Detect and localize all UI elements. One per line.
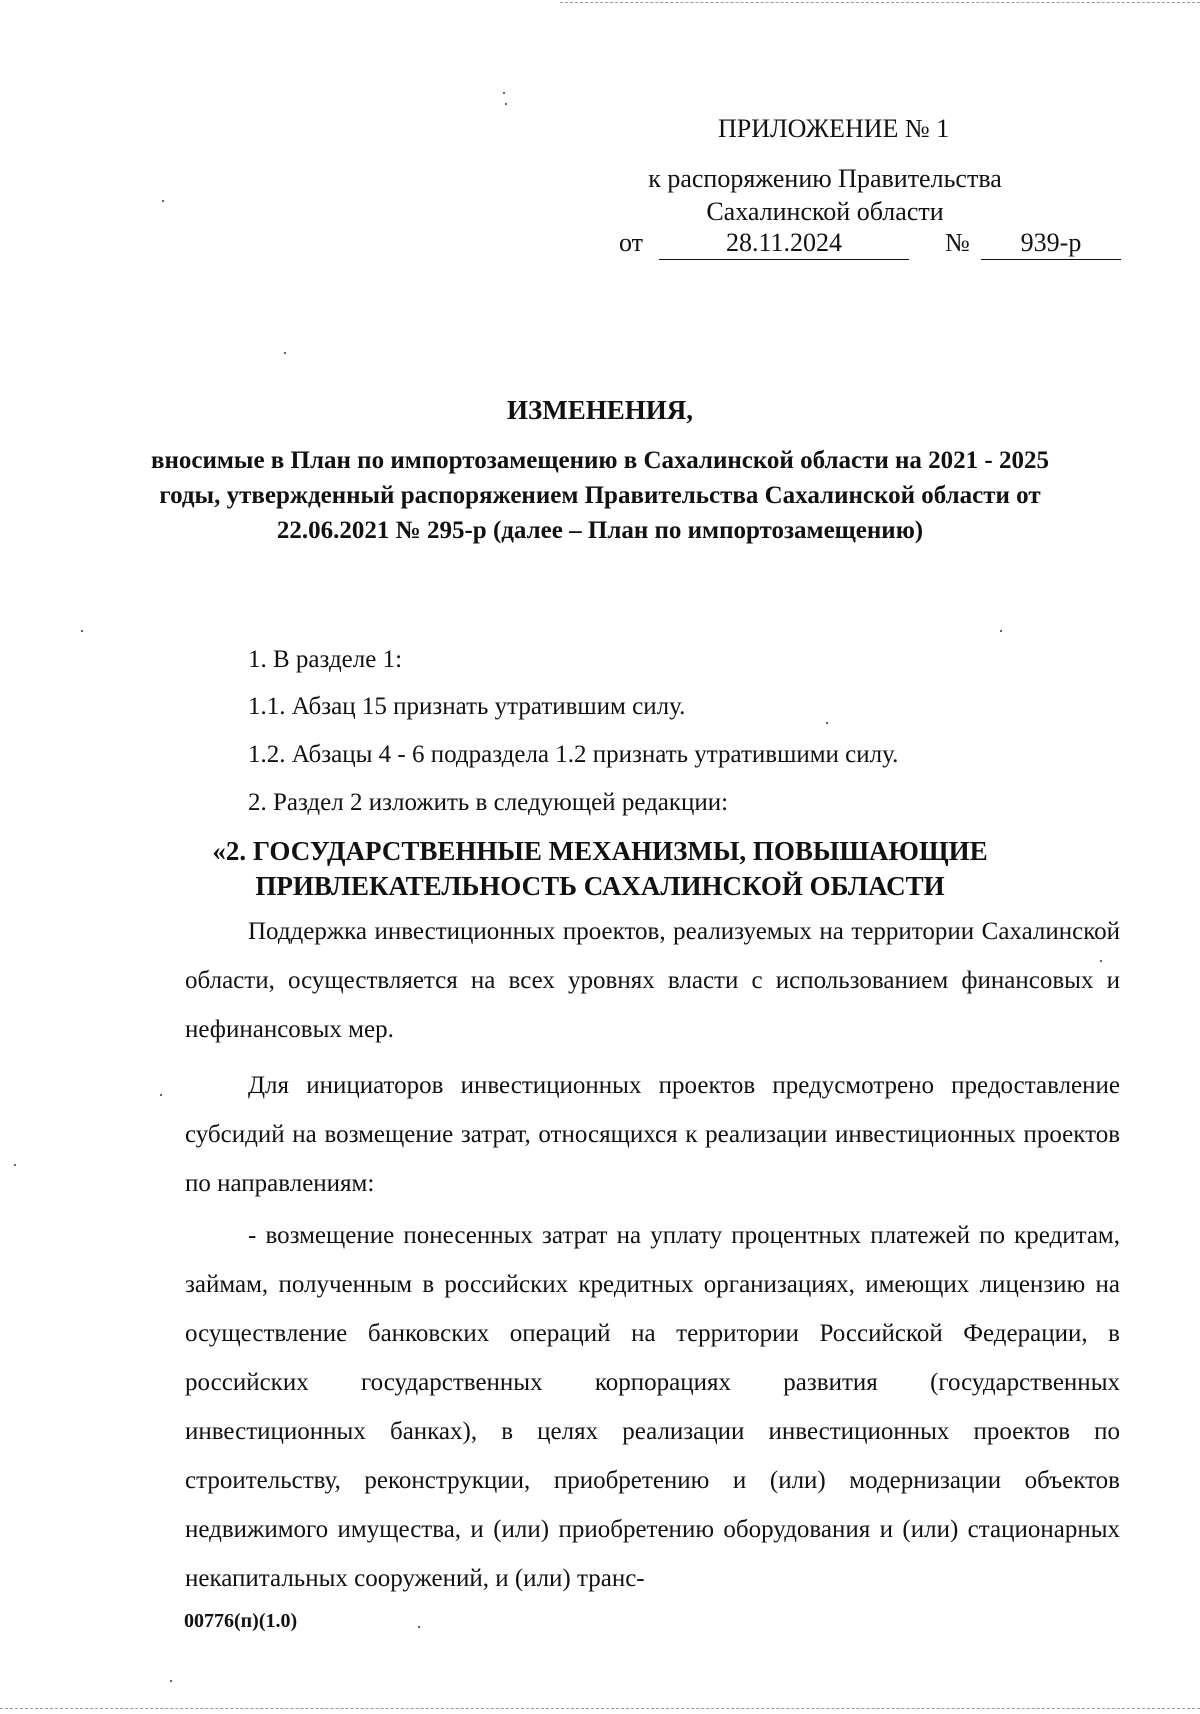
body-paragraph: - возмещение понесенных затрат на уплату процентных платежей по кредитам, займам, полученным в российских кредитных организациях, имеющих лицензию на осуществление банковских операций на территории Российской Федерации, в российских государственных корпорациях развития (государственных инвестиционных банках), в целях реализации инвестиционных проектов по строительству, реконструкции, приобретению и (или) модернизации объектов недвижимого имущества, и (или) приобретению оборудования и (или) стационарных некапитальных сооружений, и (или) транс- bbox=[185, 1222, 1120, 1592]
section-heading: «2. ГОСУДАРСТВЕННЫЕ МЕХАНИЗМЫ, ПОВЫШАЮЩИЕ ПРИВЛЕКАТЕЛЬНОСТЬ САХАЛИНСКОЙ ОБЛАСТИ bbox=[212, 836, 988, 901]
appendix-reference-line-1: к распоряжению Правительства bbox=[648, 164, 1002, 193]
appendix-date-number-row bbox=[619, 228, 1134, 264]
scan-speck bbox=[81, 630, 83, 632]
list-item: 1.2. Абзацы 4 - 6 подраздела 1.2 признать утратившими силу. bbox=[248, 741, 899, 768]
scan-speck bbox=[14, 1164, 16, 1166]
scan-speck bbox=[1100, 960, 1102, 962]
list-item: 1.1. Абзац 15 признать утратившим силу. bbox=[248, 693, 686, 720]
list-item: 1. В разделе 1: bbox=[248, 646, 403, 673]
scan-speck bbox=[418, 1626, 420, 1628]
date-prefix: от bbox=[619, 228, 644, 257]
scan-speck bbox=[503, 92, 505, 94]
document-subtitle: вносимые в План по импортозамещению в Сахалинской области на 2021 - 2025 годы, утвержденный распоряжением Правительства Сахалинской области от 22.06.2021 № 295-р (далее – План по импортозамещению) bbox=[151, 447, 1049, 544]
scan-speck bbox=[505, 103, 507, 105]
order-number: 939-р bbox=[981, 228, 1121, 260]
scan-edge-top bbox=[560, 2, 1200, 3]
document-title: ИЗМЕНЕНИЯ, bbox=[506, 395, 693, 425]
scan-speck bbox=[826, 722, 828, 724]
number-sign: № bbox=[945, 228, 970, 257]
document-code: 00776(п)(1.0) bbox=[184, 1610, 298, 1632]
scan-speck bbox=[170, 1680, 172, 1682]
appendix-reference-line-2: Сахалинской области bbox=[706, 197, 944, 226]
scan-speck bbox=[160, 1094, 162, 1096]
scan-speck bbox=[162, 200, 164, 202]
scan-speck bbox=[1000, 630, 1002, 632]
list-item: 2. Раздел 2 изложить в следующей редакции: bbox=[248, 789, 729, 816]
appendix-title: ПРИЛОЖЕНИЕ № 1 bbox=[718, 114, 950, 143]
scan-edge-bottom bbox=[0, 1708, 1200, 1709]
scan-speck bbox=[284, 352, 286, 354]
order-date: 28.11.2024 bbox=[659, 228, 909, 260]
body-paragraph: Поддержка инвестиционных проектов, реализуемых на территории Сахалинской области, осуществляется на всех уровнях власти с использованием финансовых и нефинансовых мер. bbox=[185, 918, 1120, 1043]
body-paragraph: Для инициаторов инвестиционных проектов предусмотрено предоставление субсидий на возмещение затрат, относящихся к реализации инвестиционных проектов по направлениям: bbox=[185, 1072, 1120, 1197]
